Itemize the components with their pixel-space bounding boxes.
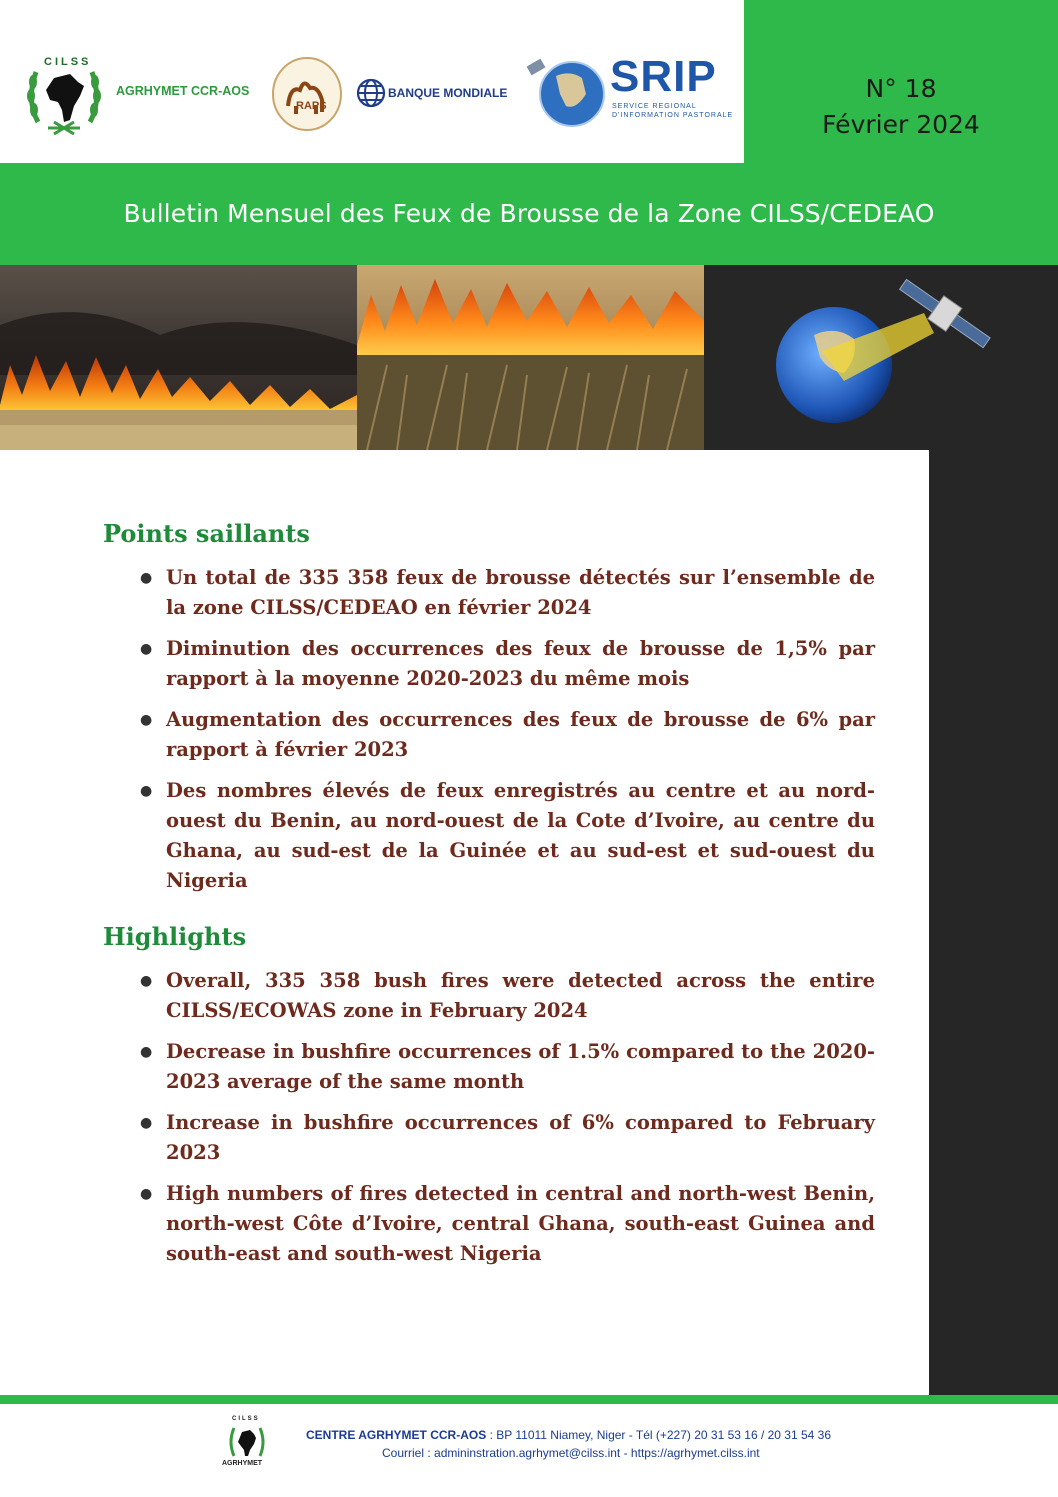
list-item [140, 705, 875, 765]
bullet-icon: ● [140, 712, 153, 728]
bullet-icon: ● [140, 973, 153, 989]
globe-icon [356, 78, 386, 108]
list-item [140, 1037, 875, 1097]
list-item-text: Increase in bushfire occurrences of 6% compared to February 2023 [166, 1111, 875, 1164]
agrhymet-label: AGRHYMET CCR-AOS [116, 84, 250, 98]
banque-mondiale-label: BANQUE MONDIALE [388, 86, 508, 100]
list-item [140, 634, 875, 694]
highlights-heading: Highlights [103, 922, 247, 951]
footer-contact: Courriel : admininstration.agrhymet@cilss.int - https://agrhymet.cilss.int [382, 1446, 760, 1460]
raps-label: RAPS [296, 100, 327, 112]
footer-agrhymet-logo [220, 1418, 274, 1470]
bulletin-title: Bulletin Mensuel des Feux de Brousse de la Zone CILSS/CEDEAO [123, 199, 935, 228]
srip-subtitle: SERVICE REGIONAL D'INFORMATION PASTORALE [612, 103, 734, 119]
title-band [0, 163, 1058, 265]
footer-address-text: : BP 11011 Niamey, Niger - Tél (+227) 20 31 53 16 / 20 31 54 36 [486, 1428, 832, 1442]
points-saillants-list [140, 563, 875, 907]
footer-divider [0, 1395, 1058, 1404]
issue-number: N° 18 [865, 74, 937, 103]
list-item-text: Overall, 335 358 bush fires were detected across the entire CILSS/ECOWAS zone in February 2024 [166, 969, 875, 1022]
list-item-text: Augmentation des occurrences des feux de brousse de 6% par rapport à février 2023 [166, 708, 875, 761]
issue-box [744, 0, 1058, 163]
bullet-icon: ● [140, 783, 153, 799]
points-saillants-heading: Points saillants [103, 519, 310, 548]
bullet-icon: ● [140, 1186, 153, 1202]
list-item-text: High numbers of fires detected in central and north-west Benin, north-west Côte d’Ivoire, central Ghana, south-east Guinea and south-east and south-west Nigeria [166, 1182, 875, 1265]
satellite-panel [704, 265, 1058, 450]
footer-logo-top-label: CILSS [232, 1416, 260, 1422]
list-item-text: Diminution des occurrences des feux de brousse de 1,5% par rapport à la moyenne 2020-2023 du même mois [166, 637, 875, 690]
highlights-list [140, 966, 875, 1280]
bullet-icon: ● [140, 1044, 153, 1060]
list-item [140, 563, 875, 623]
raps-logo [270, 56, 344, 132]
list-item [140, 776, 875, 896]
cilss-label: CILSS [44, 56, 92, 68]
issue-date: Février 2024 [822, 110, 980, 139]
bullet-icon: ● [140, 570, 153, 586]
bushfire-photo-1 [0, 265, 357, 450]
footer-org-name: CENTRE AGRHYMET CCR-AOS [306, 1428, 487, 1442]
list-item-text: Decrease in bushfire occurrences of 1.5% compared to the 2020-2023 average of the same month [166, 1040, 875, 1093]
bushfire-photo-2 [357, 265, 704, 450]
africa-icon [228, 1424, 266, 1460]
list-item [140, 1179, 875, 1269]
list-item [140, 966, 875, 1026]
logo-strip [0, 0, 744, 163]
dark-sidebar [929, 450, 1058, 1395]
satellite-earth-illustration [774, 253, 1004, 423]
footer-logo-bottom-label: AGRHYMET [222, 1460, 263, 1467]
bullet-icon: ● [140, 1115, 153, 1131]
list-item-text: Des nombres élevés de feux enregistrés au centre et au nord-ouest du Benin, au nord-ouest de la Cote d’Ivoire, au centre du Ghana, au sud-est de la Guinée et au sud-est et sud-ouest du Nigeria [166, 779, 875, 892]
srip-globe-icon [526, 54, 614, 130]
list-item [140, 1108, 875, 1168]
footer-address [306, 1428, 831, 1442]
bullet-icon: ● [140, 641, 153, 657]
srip-label: SRIP [610, 52, 717, 101]
list-item-text: Un total de 335 358 feux de brousse détectés sur l’ensemble de la zone CILSS/CEDEAO en février 2024 [166, 566, 875, 619]
